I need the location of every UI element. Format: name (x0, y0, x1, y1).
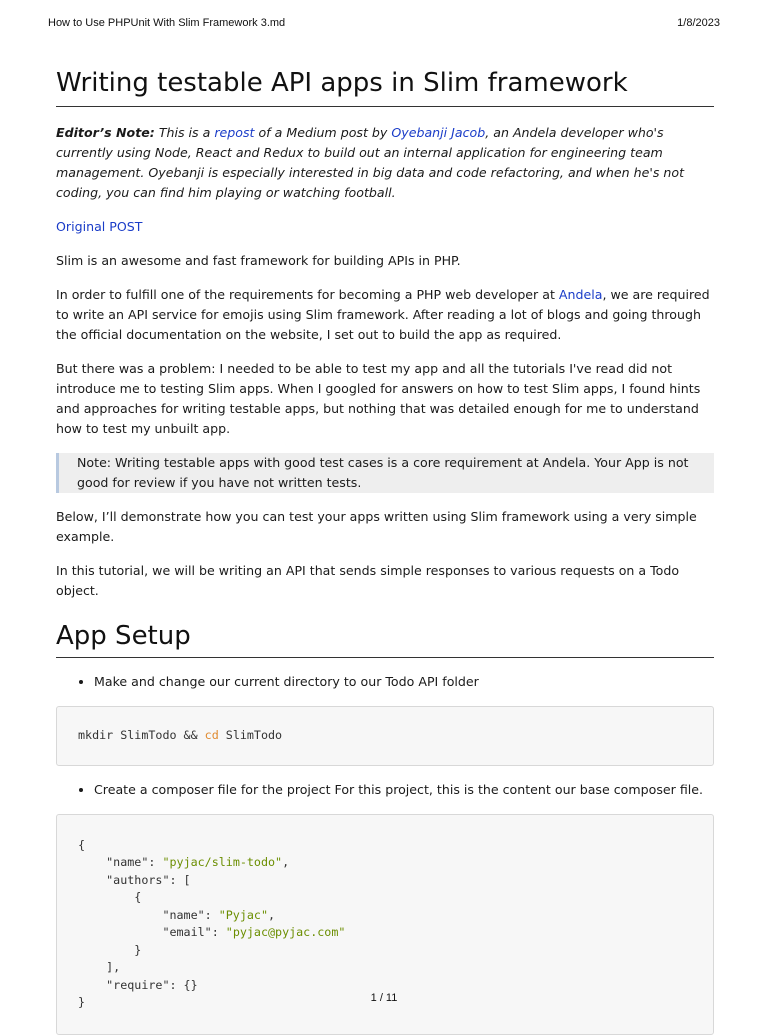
tutorial-paragraph: In this tutorial, we will be writing an API that sends simple responses to various requests on a Todo object. (56, 563, 680, 598)
code-block-mkdir[interactable] (56, 706, 714, 766)
setup-list-2 (56, 780, 714, 800)
code-line: } (78, 942, 142, 957)
code-line: ], (78, 960, 121, 974)
note-blockquote (56, 453, 714, 493)
code-string: "pyjac/slim-todo" (162, 855, 283, 869)
editor-note-text-1: This is a (154, 125, 215, 140)
below-paragraph: Below, I’ll demonstrate how you can test your apps written using Slim framework using a very simple example. (56, 509, 697, 544)
code-string: "Pyjac" (218, 907, 268, 922)
code-line: } (78, 995, 86, 1009)
code-line: "require": {} (78, 977, 198, 992)
author-link[interactable]: Oyebanji Jacob (391, 125, 486, 140)
andela-link[interactable]: Andela (558, 287, 603, 302)
editor-note-text-3: , an Andela developer who's currently using Node, React and Redux to build out an internal application for engineering team management. Oyebanji is especially interested in big data and code refactoring, and when he's not coding, you can find him playing or watching football. (56, 125, 685, 200)
code-punct: , (268, 907, 276, 922)
editor-note-text-2: of a Medium post by (254, 125, 392, 140)
fulfill-paragraph (56, 285, 714, 345)
code-punct: , (282, 855, 290, 869)
section-heading-app-setup: App Setup (56, 619, 714, 658)
original-post-paragraph (56, 217, 714, 237)
code-line: { (78, 890, 142, 904)
code-key: "name": (78, 907, 219, 922)
problem-paragraph: But there was a problem: I needed to be able to test my app and all the tutorials I've read did not introduce me to testing Slim apps. When I googled for answers on how to test Slim apps, I found hints and approaches for writing testable apps, but nothing that was detailed enough for me to understand how to test my unbuilt app. (56, 361, 701, 436)
code-key: "email": (78, 925, 226, 939)
editor-note (56, 123, 714, 203)
code-key: "name": (78, 855, 163, 869)
fulfill-text-1: In order to fulfill one of the requirements for becoming a PHP web developer at (56, 287, 559, 302)
fulfill-text-2: , we are required to write an API service for emojis using Slim framework. After reading a lot of blogs and going through the official documentation on the website, I set out to build the app as required. (56, 287, 710, 342)
page-title: Writing testable API apps in Slim framework (56, 66, 714, 107)
intro-paragraph: Slim is an awesome and fast framework for building APIs in PHP. (56, 253, 461, 268)
code-text: mkdir SlimTodo && (78, 728, 205, 742)
list-item: • Make and change our current directory to our Todo API folder (94, 672, 714, 692)
code-line: "authors": [ (78, 872, 191, 887)
code-line: { (78, 837, 86, 852)
repost-link[interactable]: repost (214, 125, 255, 140)
code-text: SlimTodo (218, 728, 283, 742)
code-string: "pyjac@pyjac.com" (225, 925, 346, 939)
setup-list-1 (56, 672, 714, 692)
editor-note-label: Editor’s Note: (56, 125, 155, 140)
print-date: 1/8/2023 (677, 17, 720, 29)
original-post-link[interactable]: Original POST (56, 219, 143, 234)
code-keyword: cd (204, 728, 219, 742)
article-body (56, 66, 714, 1035)
page-number: 1 / 11 (370, 992, 398, 1004)
note-text: Note: Writing testable apps with good test cases is a core requirement at Andela. Your App is not good for review if you have not written tests. (77, 455, 689, 490)
document-filename: How to Use PHPUnit With Slim Framework 3.md (48, 17, 286, 29)
list-item: • Create a composer file for the project For this project, this is the content our base composer file. (94, 780, 714, 800)
